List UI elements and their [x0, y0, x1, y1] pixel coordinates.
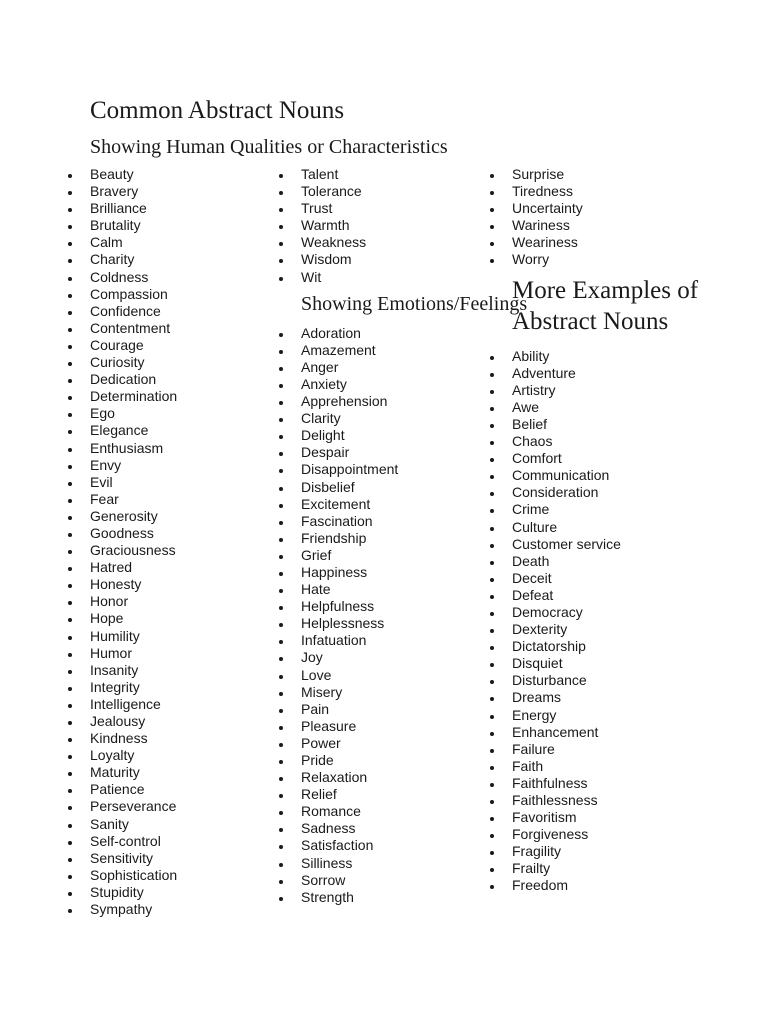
list-item: Relief — [275, 786, 527, 803]
list-item: Brutality — [64, 217, 177, 234]
list-item: Enthusiasm — [64, 440, 177, 457]
list-item: Delight — [275, 427, 527, 444]
list-item: Customer service — [486, 536, 702, 553]
list-item: Clarity — [275, 410, 527, 427]
list-item: Self-control — [64, 833, 177, 850]
list-item: Crime — [486, 501, 702, 518]
list-item: Silliness — [275, 855, 527, 872]
list-item: Tiredness — [486, 183, 702, 200]
list-item: Talent — [275, 166, 527, 183]
more-examples-list — [486, 348, 702, 895]
list-item: Loyalty — [64, 747, 177, 764]
list-item: Insanity — [64, 662, 177, 679]
list-item: Amazement — [275, 342, 527, 359]
list-item: Failure — [486, 741, 702, 758]
list-item: Hate — [275, 581, 527, 598]
list-item: Fear — [64, 491, 177, 508]
list-item: Sophistication — [64, 867, 177, 884]
list-item: Freedom — [486, 877, 702, 894]
list-item: Consideration — [486, 484, 702, 501]
list-item: Humor — [64, 645, 177, 662]
list-item: Weakness — [275, 234, 527, 251]
list-item: Despair — [275, 444, 527, 461]
list-item: Envy — [64, 457, 177, 474]
emotions-list-b — [486, 166, 702, 269]
list-item: Honor — [64, 593, 177, 610]
list-item: Wisdom — [275, 251, 527, 268]
list-item: Infatuation — [275, 632, 527, 649]
list-item: Wariness — [486, 217, 702, 234]
list-item: Patience — [64, 781, 177, 798]
list-item: Adoration — [275, 325, 527, 342]
list-item: Anxiety — [275, 376, 527, 393]
list-item: Enhancement — [486, 724, 702, 741]
list-item: Sensitivity — [64, 850, 177, 867]
list-item: Artistry — [486, 382, 702, 399]
list-item: Disbelief — [275, 479, 527, 496]
list-item: Charity — [64, 251, 177, 268]
list-item: Surprise — [486, 166, 702, 183]
list-item: Ego — [64, 405, 177, 422]
list-item: Determination — [64, 388, 177, 405]
list-item: Energy — [486, 707, 702, 724]
list-item: Pleasure — [275, 718, 527, 735]
list-item: Sorrow — [275, 872, 527, 889]
list-item: Disquiet — [486, 655, 702, 672]
page-title: Common Abstract Nouns — [90, 97, 345, 124]
list-item: Pride — [275, 752, 527, 769]
list-item: Awe — [486, 399, 702, 416]
list-item: Misery — [275, 684, 527, 701]
list-item: Elegance — [64, 422, 177, 439]
list-item: Uncertainty — [486, 200, 702, 217]
list-item: Evil — [64, 474, 177, 491]
list-item: Comfort — [486, 450, 702, 467]
list-item: Dreams — [486, 689, 702, 706]
list-item: Faithfulness — [486, 775, 702, 792]
list-item: Satisfaction — [275, 837, 527, 854]
list-item: Hatred — [64, 559, 177, 576]
list-item: Helpfulness — [275, 598, 527, 615]
list-item: Fascination — [275, 513, 527, 530]
list-item: Contentment — [64, 320, 177, 337]
list-item: Wit — [275, 269, 527, 286]
list-item: Warmth — [275, 217, 527, 234]
list-item: Joy — [275, 649, 527, 666]
list-item: Hope — [64, 610, 177, 627]
list-item: Sympathy — [64, 901, 177, 918]
list-item: Democracy — [486, 604, 702, 621]
list-item: Excitement — [275, 496, 527, 513]
list-item: Jealousy — [64, 713, 177, 730]
list-item: Relaxation — [275, 769, 527, 786]
list-item: Friendship — [275, 530, 527, 547]
list-item: Faith — [486, 758, 702, 775]
list-item: Ability — [486, 348, 702, 365]
list-item: Goodness — [64, 525, 177, 542]
list-item: Integrity — [64, 679, 177, 696]
list-item: Love — [275, 667, 527, 684]
list-item: Maturity — [64, 764, 177, 781]
list-item: Honesty — [64, 576, 177, 593]
section-heading-emotions: Showing Emotions/Feelings — [301, 292, 528, 315]
list-item: Deceit — [486, 570, 702, 587]
list-item: Helplessness — [275, 615, 527, 632]
list-item: Curiosity — [64, 354, 177, 371]
list-item: Humility — [64, 628, 177, 645]
list-item: Calm — [64, 234, 177, 251]
list-item: Trust — [275, 200, 527, 217]
list-item: Beauty — [64, 166, 177, 183]
list-item: Faithlessness — [486, 792, 702, 809]
list-item: Anger — [275, 359, 527, 376]
list-item: Apprehension — [275, 393, 527, 410]
list-item: Adventure — [486, 365, 702, 382]
list-item: Stupidity — [64, 884, 177, 901]
list-item: Grief — [275, 547, 527, 564]
qualities-list-a — [64, 166, 177, 918]
list-item: Defeat — [486, 587, 702, 604]
list-item: Strength — [275, 889, 527, 906]
list-item: Favoritism — [486, 809, 702, 826]
list-item: Chaos — [486, 433, 702, 450]
list-item: Confidence — [64, 303, 177, 320]
list-item: Pain — [275, 701, 527, 718]
list-item: Frailty — [486, 860, 702, 877]
list-item: Disappointment — [275, 461, 527, 478]
list-item: Bravery — [64, 183, 177, 200]
list-item: Power — [275, 735, 527, 752]
list-item: Perseverance — [64, 798, 177, 815]
list-item: Coldness — [64, 269, 177, 286]
column-1 — [64, 166, 177, 918]
list-item: Intelligence — [64, 696, 177, 713]
list-item: Dictatorship — [486, 638, 702, 655]
list-item: Compassion — [64, 286, 177, 303]
list-item: Belief — [486, 416, 702, 433]
list-item: Disturbance — [486, 672, 702, 689]
list-item: Sadness — [275, 820, 527, 837]
list-item: Worry — [486, 251, 702, 268]
list-item: Tolerance — [275, 183, 527, 200]
list-item: Death — [486, 553, 702, 570]
list-item: Sanity — [64, 816, 177, 833]
list-item: Courage — [64, 337, 177, 354]
list-item: Culture — [486, 519, 702, 536]
list-item: Dexterity — [486, 621, 702, 638]
list-item: Dedication — [64, 371, 177, 388]
list-item: Weariness — [486, 234, 702, 251]
list-item: Generosity — [64, 508, 177, 525]
column-3 — [486, 166, 702, 895]
list-item: Communication — [486, 467, 702, 484]
list-item: Brilliance — [64, 200, 177, 217]
list-item: Forgiveness — [486, 826, 702, 843]
list-item: Graciousness — [64, 542, 177, 559]
section-heading-qualities: Showing Human Qualities or Characteristics — [90, 136, 448, 158]
list-item: Romance — [275, 803, 527, 820]
section-heading-more-examples: More Examples of Abstract Nouns — [512, 276, 699, 335]
list-item: Fragility — [486, 843, 702, 860]
list-item: Kindness — [64, 730, 177, 747]
list-item: Happiness — [275, 564, 527, 581]
